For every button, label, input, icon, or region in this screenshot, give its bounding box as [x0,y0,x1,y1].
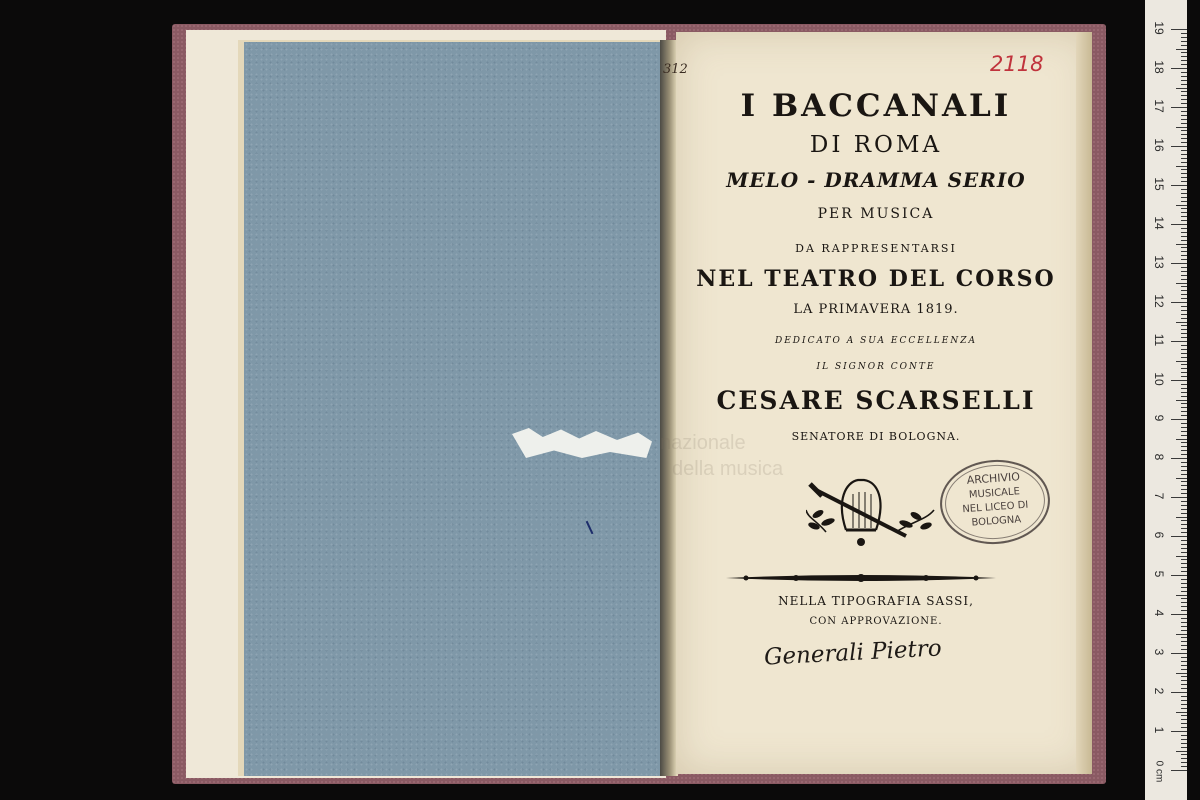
ruler-tick [1171,68,1187,69]
ruler-tick [1181,474,1187,475]
ruler-tick [1181,306,1187,307]
ruler-tick [1181,669,1187,670]
ruler-tick [1181,411,1187,412]
ruler-tick [1181,637,1187,638]
ruler-tick [1181,220,1187,221]
ruler-tick [1181,684,1187,685]
work-title: I BACCANALI [740,88,1012,124]
ruler-tick [1181,641,1187,642]
ruler-tick [1181,271,1187,272]
ruler-tick [1181,743,1187,744]
ruler-tick [1181,747,1187,748]
page-edge [1076,32,1092,774]
ruler-tick [1176,517,1187,518]
rappresentarsi-line: DA RAPPRESENTARSI [795,242,957,255]
season-line: LA PRIMAVERA 1819. [793,302,959,317]
ruler-tick [1181,115,1187,116]
ruler-tick [1181,470,1187,471]
ruler-tick [1181,583,1187,584]
ruler-tick [1181,392,1187,393]
ruler-tick [1181,318,1187,319]
ruler-tick [1176,712,1187,713]
ruler-tick [1176,673,1187,674]
ruler-tick [1181,286,1187,287]
ruler-number: 7 [1152,492,1166,500]
ruler-tick [1181,454,1187,455]
ruler-tick [1181,91,1187,92]
ruler-number: 8 [1152,453,1166,461]
ruler-tick [1181,372,1187,373]
ruler-tick [1181,45,1187,46]
ruler-tick [1171,341,1187,342]
ruler-tick [1181,591,1187,592]
ruler-tick [1176,751,1187,752]
ruler-tick [1181,99,1187,100]
ruler-tick [1181,150,1187,151]
ruler-tick [1181,142,1187,143]
decorative-rule-icon [726,570,996,586]
ruler-tick [1181,197,1187,198]
ruler-tick [1181,232,1187,233]
ruler-tick [1181,72,1187,73]
stamp-line-1: ARCHIVIO [966,470,1021,487]
ruler-tick [1181,407,1187,408]
ruler-tick [1181,466,1187,467]
ruler-tick [1181,95,1187,96]
dedication-line: DEDICATO A SUA ECCELLENZA [775,336,977,346]
ruler-tick [1181,450,1187,451]
ruler-tick [1171,497,1187,498]
ruler-tick [1181,680,1187,681]
lyre-trumpet-ornament-icon [806,470,936,552]
ruler-tick [1181,329,1187,330]
ruler-tick [1181,431,1187,432]
ruler-tick [1171,653,1187,654]
ruler-tick [1181,212,1187,213]
ruler-tick [1181,240,1187,241]
ruler-tick [1181,275,1187,276]
ruler-tick [1181,298,1187,299]
ruler-tick [1181,236,1187,237]
ruler-number: 18 [1152,60,1166,74]
ruler-tick [1181,509,1187,510]
ruler-tick [1181,169,1187,170]
ruler-tick [1181,501,1187,502]
ruler-tick [1181,80,1187,81]
ruler-tick [1181,279,1187,280]
ruler-tick [1181,602,1187,603]
shelfmark: 312 [663,62,688,77]
ruler-tick [1181,630,1187,631]
ruler-tick [1181,37,1187,38]
ruler-tick [1181,567,1187,568]
ruler-tick [1181,364,1187,365]
ruler-tick [1181,158,1187,159]
ruler-number: 12 [1152,294,1166,308]
ruler-tick [1181,396,1187,397]
ruler-tick [1181,193,1187,194]
ruler-tick [1171,380,1187,381]
ruler-tick [1181,618,1187,619]
stamp-line-3: NEL LICEO DI [962,499,1029,516]
ruler-tick [1176,556,1187,557]
ruler-tick [1181,427,1187,428]
ruler-tick [1181,739,1187,740]
ruler-number: 3 [1152,648,1166,656]
ruler-tick [1171,29,1187,30]
ruler-tick [1181,489,1187,490]
ruler-tick [1181,345,1187,346]
ruler-number: 13 [1152,255,1166,269]
ruler-tick [1181,228,1187,229]
dedicatee-title: SENATORE DI BOLOGNA. [791,430,961,443]
ruler-tick [1171,302,1187,303]
ruler-tick [1181,201,1187,202]
ruler-tick [1181,708,1187,709]
ruler-tick [1181,688,1187,689]
watermark-line-2: della musica [672,458,784,480]
ruler-tick [1171,536,1187,537]
ruler-tick [1181,513,1187,514]
ruler-tick [1181,76,1187,77]
ruler-tick [1181,719,1187,720]
ruler-tick [1181,103,1187,104]
ruler-tick [1181,310,1187,311]
ruler-tick [1176,127,1187,128]
ruler-tick [1181,134,1187,135]
ruler-tick [1181,505,1187,506]
ruler-number: 4 [1152,609,1166,617]
blue-paper-flyleaf [244,42,672,776]
ruler-tick [1181,177,1187,178]
ruler-tick [1181,704,1187,705]
ruler-number: 5 [1152,570,1166,578]
ruler-tick [1181,84,1187,85]
ruler-tick [1176,595,1187,596]
ruler-tick [1181,123,1187,124]
ruler-tick [1181,579,1187,580]
ruler-tick [1171,146,1187,147]
ruler-tick [1171,224,1187,225]
ruler-tick [1181,622,1187,623]
ruler-tick [1181,357,1187,358]
ruler-tick [1181,64,1187,65]
ruler-tick [1171,263,1187,264]
ruler-number: 15 [1152,177,1166,191]
ruler-tick [1181,267,1187,268]
ruler-tick [1181,626,1187,627]
dedicatee-name: CESARE SCARSELLI [716,386,1036,415]
ruler-tick [1181,388,1187,389]
ruler-tick [1171,692,1187,693]
watermark-line-1: nazionale [660,432,746,454]
ruler-number: 1 [1152,726,1166,734]
genre-line: MELO - DRAMMA SERIO [726,168,1026,192]
ruler-tick [1181,325,1187,326]
ruler-tick [1181,649,1187,650]
ruler-tick [1181,766,1187,767]
ruler-tick [1181,559,1187,560]
ruler-tick [1181,60,1187,61]
ruler-tick [1181,173,1187,174]
ruler-number: 14 [1152,216,1166,230]
theatre-line: NEL TEATRO DEL CORSO [696,266,1056,292]
ruler-tick [1181,435,1187,436]
printer-line: NELLA TIPOGRAFIA SASSI, [778,594,974,608]
ruler-tick [1181,415,1187,416]
ruler-number: 19 [1152,21,1166,35]
ruler-tick [1181,552,1187,553]
ruler-tick [1181,349,1187,350]
ruler-tick [1181,33,1187,34]
handwritten-signature: Generali Pietro [763,635,943,671]
ruler-tick [1181,735,1187,736]
ruler-tick [1181,571,1187,572]
ruler-tick [1181,247,1187,248]
ruler-tick [1176,400,1187,401]
ruler-tick [1181,544,1187,545]
ruler-tick [1181,442,1187,443]
ruler-tick [1181,665,1187,666]
ruler-tick [1171,614,1187,615]
ruler-tick [1181,294,1187,295]
ruler-tick [1181,481,1187,482]
work-subtitle: DI ROMA [809,132,943,158]
ruler-number: 17 [1152,99,1166,113]
ruler-tick [1181,676,1187,677]
ruler-tick [1181,41,1187,42]
ruler-tick [1181,657,1187,658]
ruler-tick [1181,493,1187,494]
ruler-tick [1176,478,1187,479]
ruler-tick [1181,216,1187,217]
ruler-tick [1181,314,1187,315]
ruler-tick [1176,634,1187,635]
ruler-tick [1176,244,1187,245]
ruler-tick [1181,154,1187,155]
ruler-tick [1181,715,1187,716]
ruler-tick [1181,485,1187,486]
ruler-tick [1181,376,1187,377]
ruler-tick [1181,520,1187,521]
per-musica-line: PER MUSICA [817,206,935,222]
ruler-tick [1181,587,1187,588]
ruler-tick [1181,333,1187,334]
measurement-ruler [1145,0,1187,800]
ruler-tick [1181,368,1187,369]
ruler-number: 6 [1152,531,1166,539]
ruler-tick [1176,88,1187,89]
call-number: 2118 [990,52,1044,76]
ruler-tick [1181,723,1187,724]
ruler-tick [1176,49,1187,50]
ruler-tick [1181,259,1187,260]
ruler-tick [1176,439,1187,440]
ruler-tick [1181,130,1187,131]
ruler-tick [1181,598,1187,599]
ruler-number: 9 [1152,414,1166,422]
ruler-tick [1181,661,1187,662]
ruler-number: 11 [1152,333,1166,347]
ruler-tick [1181,337,1187,338]
book-gutter [660,40,676,776]
ruler-tick [1181,727,1187,728]
ruler-tick [1181,56,1187,57]
ruler-tick [1181,762,1187,763]
ruler-tick [1181,528,1187,529]
ruler-tick [1181,524,1187,525]
ruler-number: 16 [1152,138,1166,152]
ruler-tick [1171,458,1187,459]
stamp-line-4: BOLOGNA [971,514,1022,529]
ruler-tick [1181,548,1187,549]
ruler-tick [1181,610,1187,611]
stamp-line-2: MUSICALE [968,486,1021,501]
ruler-tick [1181,384,1187,385]
ruler-unit-label: 0 cm [1153,760,1165,783]
ruler-tick [1181,423,1187,424]
ruler-tick [1181,540,1187,541]
ruler-tick [1181,462,1187,463]
ruler-tick [1181,353,1187,354]
ruler-tick [1181,251,1187,252]
ruler-tick [1181,189,1187,190]
ruler-tick [1181,255,1187,256]
approval-line: CON APPROVAZIONE. [809,616,943,627]
ruler-tick [1171,419,1187,420]
ruler-tick [1181,138,1187,139]
honorific-line: IL SIGNOR CONTE [816,362,936,372]
ruler-tick [1181,181,1187,182]
ruler-tick [1181,645,1187,646]
ruler-tick [1181,111,1187,112]
ruler-tick [1181,403,1187,404]
ruler-tick [1181,563,1187,564]
ruler-tick [1176,322,1187,323]
ruler-tick [1181,696,1187,697]
ruler-tick [1181,208,1187,209]
ruler-tick [1181,290,1187,291]
ruler-tick [1176,283,1187,284]
ruler-tick [1181,446,1187,447]
ruler-tick [1171,575,1187,576]
ruler-number: 2 [1152,687,1166,695]
ruler-tick [1181,119,1187,120]
ruler-tick [1181,700,1187,701]
ruler-tick [1181,532,1187,533]
ruler-tick [1171,731,1187,732]
ruler-tick [1171,185,1187,186]
ruler-number: 10 [1152,372,1166,386]
ruler-tick [1171,107,1187,108]
ruler-tick [1181,162,1187,163]
ruler-tick [1181,606,1187,607]
ruler-tick [1181,52,1187,53]
ruler-tick [1181,758,1187,759]
ruler-tick [1171,770,1187,771]
ruler-tick [1176,361,1187,362]
ruler-tick [1176,205,1187,206]
ruler-tick [1181,754,1187,755]
ruler-tick [1176,166,1187,167]
